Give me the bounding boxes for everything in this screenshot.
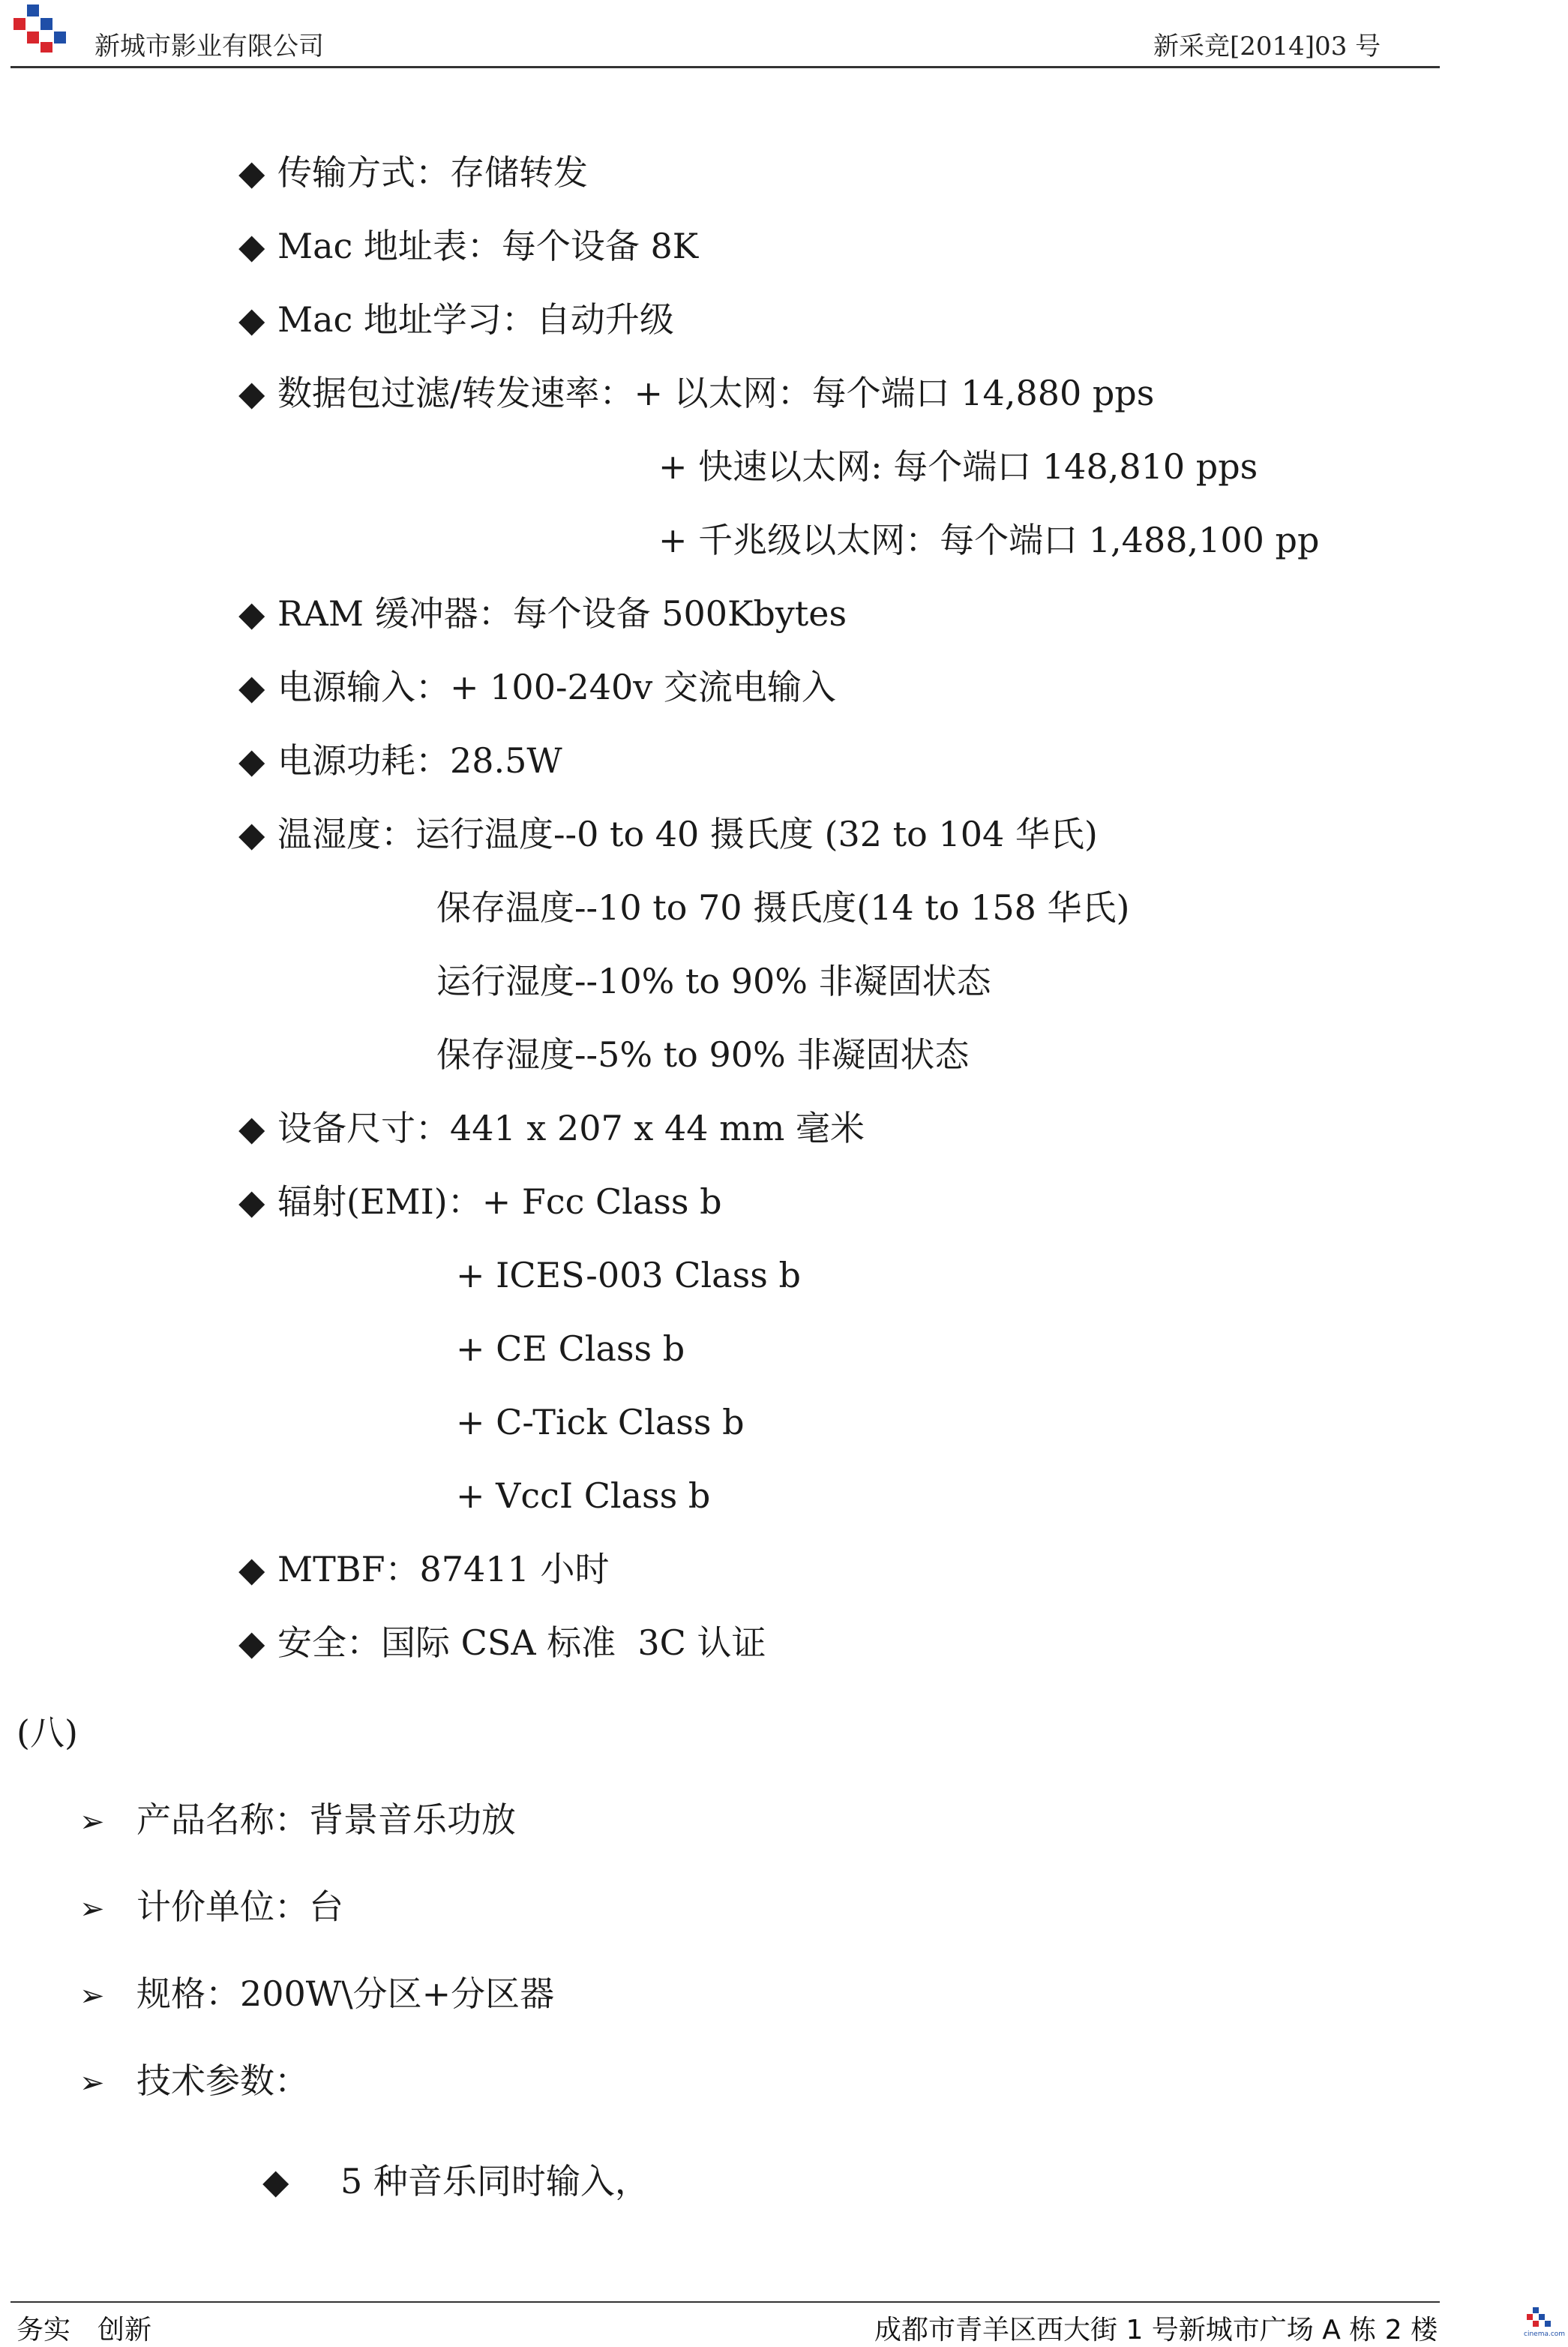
spec-line: ◆ 辐射(EMI)：+ Fcc Class b bbox=[238, 1181, 722, 1222]
diamond-icon: ◆ bbox=[238, 1622, 265, 1663]
motto-innovation: 创新 bbox=[97, 2315, 152, 2345]
section-item: ➢ 技术参数： bbox=[79, 2060, 309, 2104]
watermark-logo bbox=[1522, 2306, 1566, 2339]
spec-line: ◆ 电源输入：+ 100-240v 交流电输入 bbox=[238, 667, 836, 707]
diamond-icon: ◆ bbox=[238, 667, 265, 707]
spec-line-continuation: + CE Class b bbox=[456, 1328, 685, 1369]
spec-line: ◆ 传输方式：存储转发 bbox=[238, 152, 588, 193]
arrow-bullet-icon: ➢ bbox=[79, 1892, 105, 1926]
spec-line-continuation: 运行湿度--10% to 90% 非凝固状态 bbox=[436, 961, 991, 1001]
spec-line-continuation: 保存湿度--5% to 90% 非凝固状态 bbox=[436, 1034, 970, 1075]
spec-line-continuation: + C-Tick Class b bbox=[456, 1402, 745, 1442]
company-logo bbox=[10, 5, 69, 54]
spec-line: ◆ Mac 地址学习：自动升级 bbox=[238, 299, 674, 340]
motto-pragmatic: 务实 bbox=[16, 2315, 71, 2345]
diamond-icon: ◆ bbox=[238, 373, 265, 413]
diamond-icon: ◆ bbox=[262, 2161, 289, 2201]
spec-line: ◆ 温湿度：运行温度--0 to 40 摄氏度 (32 to 104 华氏) bbox=[238, 814, 1098, 854]
diamond-icon: ◆ bbox=[238, 1108, 265, 1148]
document-number: 新采竞[2014]03 号 bbox=[1153, 32, 1381, 62]
footer-rule bbox=[10, 2301, 1440, 2303]
header-rule bbox=[10, 66, 1440, 68]
spec-line-continuation: + VccI Class b bbox=[456, 1475, 711, 1516]
diamond-icon: ◆ bbox=[238, 226, 265, 266]
spec-line: ◆ RAM 缓冲器：每个设备 500Kbytes bbox=[238, 593, 847, 634]
section-item: ➢ 计价单位：台 bbox=[79, 1886, 343, 1930]
spec-line: ◆ 数据包过滤/转发速率：+ 以太网：每个端口 14,880 pps bbox=[238, 373, 1155, 413]
spec-line: ◆ Mac 地址表：每个设备 8K bbox=[238, 226, 699, 266]
diamond-icon: ◆ bbox=[238, 593, 265, 634]
diamond-icon: ◆ bbox=[238, 814, 265, 854]
spec-line-continuation: + ICES-003 Class b bbox=[456, 1255, 801, 1295]
spec-line: ◆ 电源功耗：28.5W bbox=[238, 740, 562, 781]
section-number: (八) bbox=[16, 1712, 78, 1753]
diamond-icon: ◆ bbox=[238, 740, 265, 781]
watermark-text: cinema.com bbox=[1524, 2330, 1566, 2338]
spec-line-continuation: 保存温度--10 to 70 摄氏度(14 to 158 华氏) bbox=[436, 887, 1130, 928]
diamond-icon: ◆ bbox=[238, 299, 265, 340]
spec-line: ◆ 设备尺寸：441 x 207 x 44 mm 毫米 bbox=[238, 1108, 865, 1148]
spec-line: ◆ MTBF：87411 小时 bbox=[238, 1549, 610, 1589]
arrow-bullet-icon: ➢ bbox=[79, 2066, 105, 2100]
company-name: 新城市影业有限公司 bbox=[94, 32, 324, 62]
diamond-icon: ◆ bbox=[238, 152, 265, 193]
spec-line-continuation: + 快速以太网: 每个端口 148,810 pps bbox=[658, 446, 1258, 487]
section-item: ➢ 规格：200W\分区+分区器 bbox=[79, 1973, 554, 2017]
diamond-icon: ◆ bbox=[238, 1549, 265, 1589]
diamond-icon: ◆ bbox=[238, 1181, 265, 1222]
spec-line-continuation: + 千兆级以太网：每个端口 1,488,100 pp bbox=[658, 520, 1320, 560]
section-item: ➢ 产品名称：背景音乐功放 bbox=[79, 1799, 516, 1843]
spec-line: ◆ 安全：国际 CSA 标准 3C 认证 bbox=[238, 1622, 766, 1663]
company-address: 成都市青羊区西大街 1 号新城市广场 A 栋 2 楼 bbox=[874, 2315, 1438, 2345]
param-line: ◆ 5 种音乐同时输入， bbox=[262, 2161, 649, 2201]
arrow-bullet-icon: ➢ bbox=[79, 1979, 105, 2013]
arrow-bullet-icon: ➢ bbox=[79, 1805, 105, 1839]
